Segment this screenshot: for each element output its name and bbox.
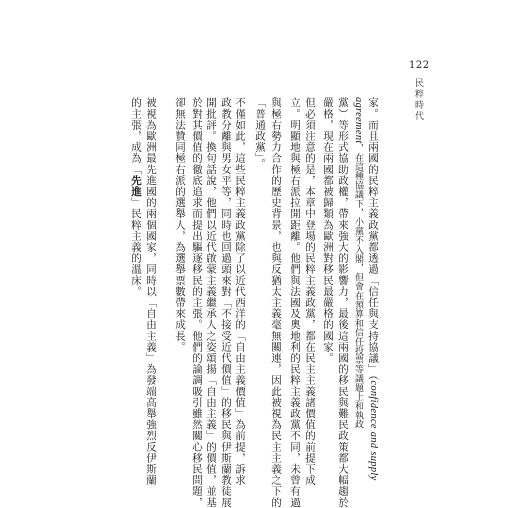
text-column-10: 政教分離與男女平等，同時也回過頭來對「不接受近代價值」的移民與伊斯蘭教徒展: [220, 97, 232, 508]
text-column-9: 不僅如此，這些民粹主義政黨除了以近代西洋的「自由主義價值」為前提，訴求: [234, 97, 246, 486]
text-column-3: 黨）等形式協助政權，帶來強大的影響力，最後這兩國的移民與難民政策都大幅趨於: [337, 97, 349, 508]
text-column-6: 立。明顯地與極右派拉開距離。他們與法國及奧地利的民粹主義政黨不同，未曾有過: [289, 97, 301, 508]
page-number: 122: [409, 60, 430, 71]
text-column-8: 「普通政黨」。: [254, 97, 266, 170]
text-column-7: 與極右勢力合作的歷史背景，也與反猶太主義毫無關連，因此被視為民主主義之下的: [270, 97, 282, 508]
text-column-14: 被視為歐洲最先進國的兩個國家，同時以「自由主義」為發端高舉強烈反伊斯蘭: [145, 97, 157, 486]
text-column-2: agreement，在這種協議下，小黨不入閣，但會在預算和信任投票等議題上和執政: [353, 97, 364, 429]
text-column-12: 於對其價值的徹底追求而提出驅逐移民的主張。他們的論調吸引雖然關心移民問題，: [191, 97, 203, 508]
text-column-1: 家。而且兩國的民粹主義政黨都透過「信任與支持協議」（confidence and supply: [367, 97, 379, 481]
text-column-4: 嚴格，現在兩國都被歸類為歐洲對移民最嚴格的國家。: [322, 97, 334, 364]
text-column-11: 開批評。換句話說，他們以近代啟蒙主義繼承人之姿頌揚「自由主義」的價值，並基: [205, 97, 217, 508]
emphasis-bold: 先進: [130, 174, 142, 197]
running-head: 民粹時代: [413, 78, 423, 122]
text-column-13: 卻無法贊同極右派的選舉人，為選舉票數帶來成長。: [174, 97, 186, 353]
text-column-15: 的主張，成為「先進」民粹主義的溫床。: [130, 97, 142, 297]
text-column-5: 但必須注意的是，本章中登場的民粹主義政黨，都在民主主義諸價值的前提下成: [304, 97, 316, 486]
